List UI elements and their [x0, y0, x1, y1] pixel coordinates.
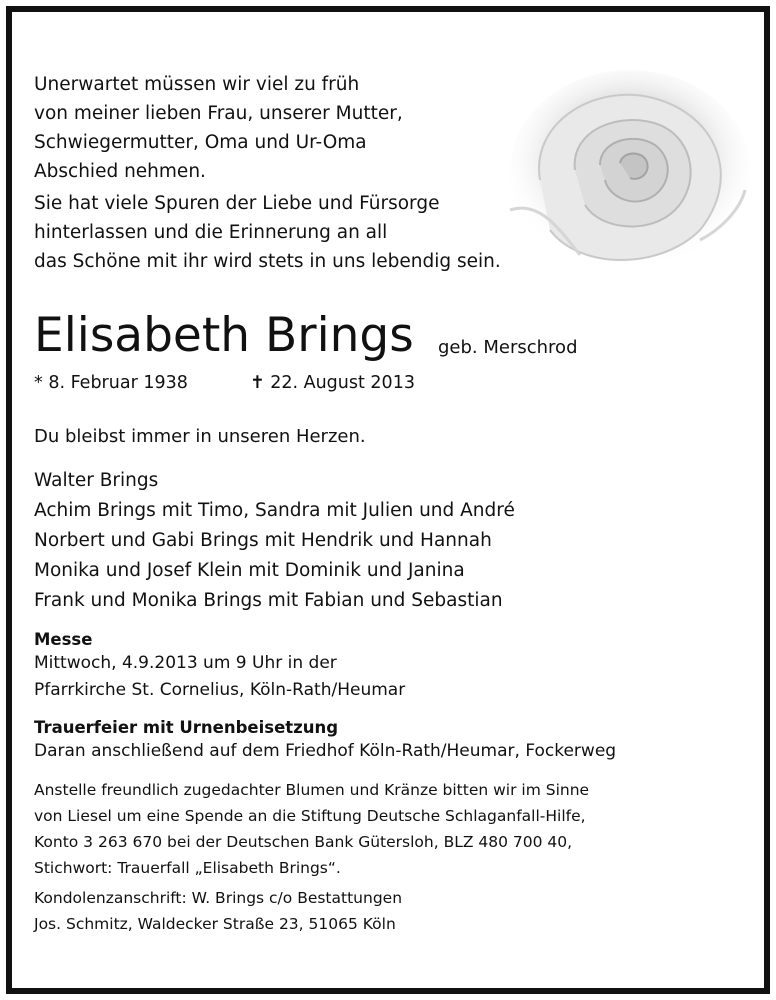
intro-line: hinterlassen und die Erinnerung an all [34, 222, 388, 243]
birth-name: geb. Merschrod [438, 337, 578, 358]
death-date: ✝ 22. August 2013 [250, 373, 415, 393]
mass-line: Mittwoch, 4.9.2013 um 9 Uhr in der [34, 653, 337, 673]
family-line: Norbert und Gabi Brings mit Hendrik und Hannah [34, 530, 492, 551]
mass-heading: Messe [34, 630, 93, 649]
intro-line: Schwiegermutter, Oma und Ur-Oma [34, 132, 367, 153]
family-line: Monika und Josef Klein mit Dominik und Janina [34, 560, 465, 581]
donation-line: Konto 3 263 670 bei der Deutschen Bank Gütersloh, BLZ 480 700 40, [34, 833, 573, 851]
condolence-line: Jos. Schmitz, Waldecker Straße 23, 51065 Köln [34, 915, 396, 933]
intro-line: von meiner lieben Frau, unserer Mutter, [34, 103, 403, 124]
intro-line: Sie hat viele Spuren der Liebe und Fürsorge [34, 193, 440, 214]
family-line: Walter Brings [34, 470, 159, 491]
condolence-line: Kondolenzanschrift: W. Brings c/o Bestattungen [34, 889, 403, 907]
birth-date: * 8. Februar 1938 [34, 373, 188, 393]
intro-line: das Schöne mit ihr wird stets in uns lebendig sein. [34, 251, 501, 272]
donation-line: Stichwort: Trauerfall „Elisabeth Brings“. [34, 859, 341, 877]
mass-line: Pfarrkirche St. Cornelius, Köln-Rath/Heumar [34, 680, 406, 700]
intro-line: Unerwartet müssen wir viel zu früh [34, 74, 360, 95]
rose-image [470, 60, 760, 290]
deceased-name: Elisabeth Brings [34, 308, 414, 363]
donation-line: von Liesel um eine Spende an die Stiftung Deutsche Schlaganfall-Hilfe, [34, 807, 586, 825]
family-line: Achim Brings mit Timo, Sandra mit Julien und André [34, 500, 515, 521]
motto: Du bleibst immer in unseren Herzen. [34, 426, 366, 447]
family-line: Frank und Monika Brings mit Fabian und Sebastian [34, 590, 503, 611]
donation-line: Anstelle freundlich zugedachter Blumen und Kränze bitten wir im Sinne [34, 781, 590, 799]
funeral-heading: Trauerfeier mit Urnenbeisetzung [34, 718, 339, 737]
funeral-line: Daran anschließend auf dem Friedhof Köln-Rath/Heumar, Fockerweg [34, 741, 617, 761]
intro-line: Abschied nehmen. [34, 161, 206, 182]
